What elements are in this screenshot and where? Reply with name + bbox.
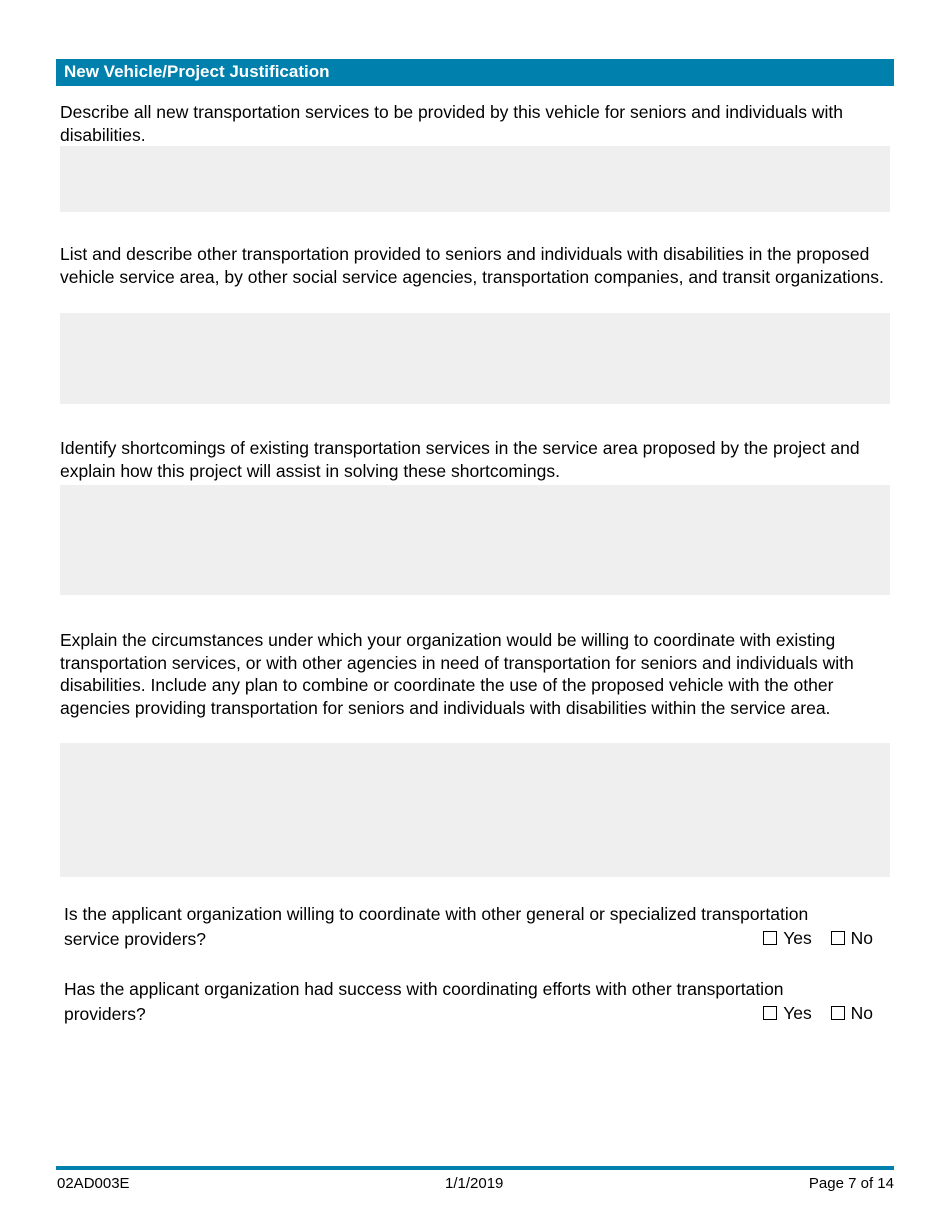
checkbox-icon[interactable] bbox=[763, 1006, 777, 1020]
coordinate-willing-line1: Is the applicant organization willing to coordinate with other general or specialized transportation bbox=[64, 904, 809, 924]
coordinate-willing-line2: service providers? bbox=[64, 929, 206, 949]
checkbox-icon[interactable] bbox=[831, 1006, 845, 1020]
coordinate-success-line2: providers? bbox=[64, 1004, 146, 1024]
footer-page-number: Page 7 of 14 bbox=[808, 1175, 894, 1192]
section-title: New Vehicle/Project Justification bbox=[64, 62, 330, 81]
coordinate-success-yes[interactable] bbox=[763, 1001, 812, 1026]
coordinate-success-options bbox=[763, 1001, 873, 1028]
question-2-field[interactable] bbox=[60, 313, 890, 404]
section-header bbox=[56, 59, 894, 86]
question-4-label: Explain the circumstances under which your organization would be willing to coordinate with existing transportation services, or with other agencies in need of transportation for seniors and individuals with disabilities. Include any plan to combine or coordinate the use of the proposed vehicle with the other agencies providing transportation for seniors and individuals with disabilities within the service area. bbox=[60, 630, 854, 718]
yes-label: Yes bbox=[783, 1002, 812, 1023]
question-1-field[interactable] bbox=[60, 146, 890, 212]
coordinate-success-no[interactable] bbox=[831, 1001, 873, 1026]
question-4-field[interactable] bbox=[60, 743, 890, 877]
coordinate-willing-yes[interactable] bbox=[763, 926, 812, 951]
question-3-label: Identify shortcomings of existing transportation services in the service area proposed by the project and explain how this project will assist in solving these shortcomings. bbox=[60, 438, 860, 481]
coordinate-success-line1: Has the applicant organization had success with coordinating efforts with other transportation bbox=[64, 979, 784, 999]
checkbox-icon[interactable] bbox=[763, 931, 777, 945]
no-label: No bbox=[850, 1002, 873, 1023]
coordinate-willing-options bbox=[763, 926, 873, 953]
coordinate-willing-question bbox=[64, 902, 890, 952]
no-label: No bbox=[850, 927, 873, 948]
coordinate-success-question bbox=[64, 977, 890, 1027]
footer-divider bbox=[56, 1166, 894, 1170]
question-1-label: Describe all new transportation services to be provided by this vehicle for seniors and individuals with disabilities. bbox=[60, 102, 844, 145]
question-2-label: List and describe other transportation provided to seniors and individuals with disabilities in the proposed vehicle service area, by other social service agencies, transportation companies, and transit organizations. bbox=[60, 244, 884, 287]
checkbox-icon[interactable] bbox=[831, 931, 845, 945]
coordinate-willing-no[interactable] bbox=[831, 926, 873, 951]
footer-form-id: 02AD003E bbox=[57, 1175, 130, 1192]
yes-label: Yes bbox=[783, 927, 812, 948]
question-3-field[interactable] bbox=[60, 485, 890, 595]
footer-date: 1/1/2019 bbox=[445, 1175, 504, 1192]
